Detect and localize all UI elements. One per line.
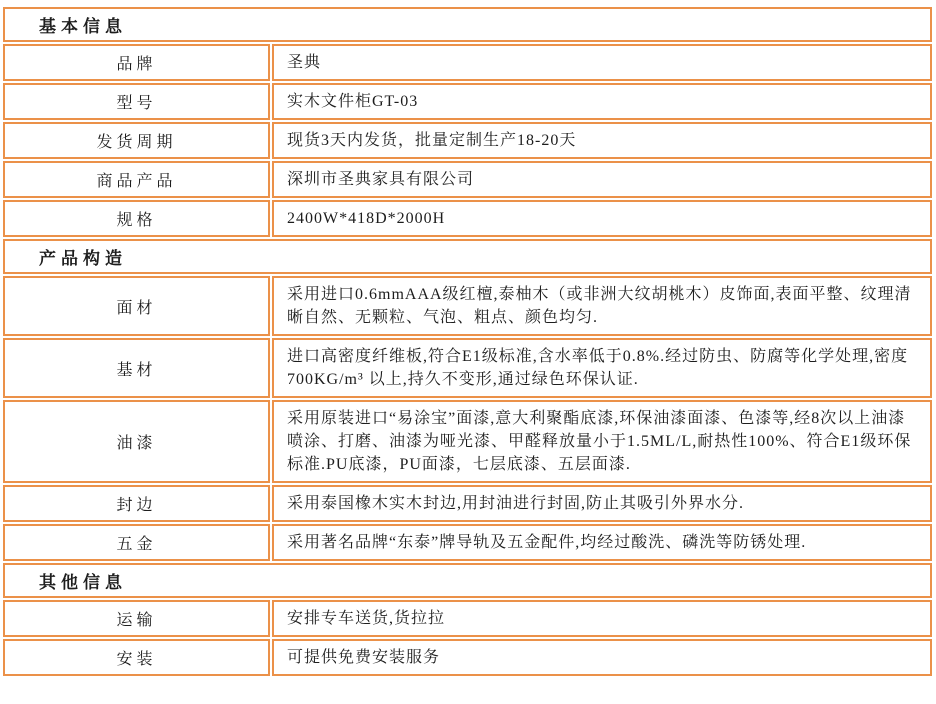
- row-label: 型号: [3, 83, 270, 120]
- table-row: [3, 44, 932, 81]
- section-title: 其他信息: [3, 563, 932, 598]
- section-title: 产品构造: [3, 239, 932, 274]
- row-value: 可提供免费安装服务: [272, 639, 932, 676]
- row-value: 安排专车送货,货拉拉: [272, 600, 932, 637]
- table-row: [3, 200, 932, 237]
- row-value: 实木文件柜GT-03: [272, 83, 932, 120]
- section-header-row: [3, 239, 932, 274]
- row-value: 采用著名品牌“东泰”牌导轨及五金配件,均经过酸洗、磷洗等防锈处理.: [272, 524, 932, 561]
- row-label: 油漆: [3, 400, 270, 483]
- section-header-row: [3, 7, 932, 42]
- row-label: 封边: [3, 485, 270, 522]
- table-row: [3, 276, 932, 336]
- table-row: [3, 524, 932, 561]
- table-row: [3, 600, 932, 637]
- table-row: [3, 122, 932, 159]
- table-row: [3, 161, 932, 198]
- row-value: 圣典: [272, 44, 932, 81]
- row-label: 基材: [3, 338, 270, 398]
- table-row: [3, 83, 932, 120]
- row-label: 商品产品: [3, 161, 270, 198]
- row-label: 规格: [3, 200, 270, 237]
- row-value: 采用泰国橡木实木封边,用封油进行封固,防止其吸引外界水分.: [272, 485, 932, 522]
- row-label: 面材: [3, 276, 270, 336]
- row-label: 安装: [3, 639, 270, 676]
- row-label: 五金: [3, 524, 270, 561]
- row-value: 2400W*418D*2000H: [272, 200, 932, 237]
- row-value: 现货3天内发货，批量定制生产18-20天: [272, 122, 932, 159]
- table-row: [3, 338, 932, 398]
- row-label: 运输: [3, 600, 270, 637]
- table-row: [3, 639, 932, 676]
- table-row: [3, 485, 932, 522]
- table-row: [3, 400, 932, 483]
- row-value: 进口高密度纤维板,符合E1级标准,含水率低于0.8%.经过防虫、防腐等化学处理,密度700KG/m³ 以上,持久不变形,通过绿色环保认证.: [272, 338, 932, 398]
- row-value: 采用进口0.6mmAAA级红檀,泰柚木（或非洲大纹胡桃木）皮饰面,表面平整、纹理清晰自然、无颗粒、气泡、粗点、颜色均匀.: [272, 276, 932, 336]
- row-value: 采用原装进口“易涂宝”面漆,意大利聚酯底漆,环保油漆面漆、色漆等,经8次以上油漆喷涂、打磨、油漆为哑光漆、甲醛释放量小于1.5ML/L,耐热性100%、符合E1级环保标准.PU底漆，PU面漆，七层底漆、五层面漆.: [272, 400, 932, 483]
- row-label: 品牌: [3, 44, 270, 81]
- section-title: 基本信息: [3, 7, 932, 42]
- row-label: 发货周期: [3, 122, 270, 159]
- row-value: 深圳市圣典家具有限公司: [272, 161, 932, 198]
- section-header-row: [3, 563, 932, 598]
- product-spec-table: [1, 5, 934, 678]
